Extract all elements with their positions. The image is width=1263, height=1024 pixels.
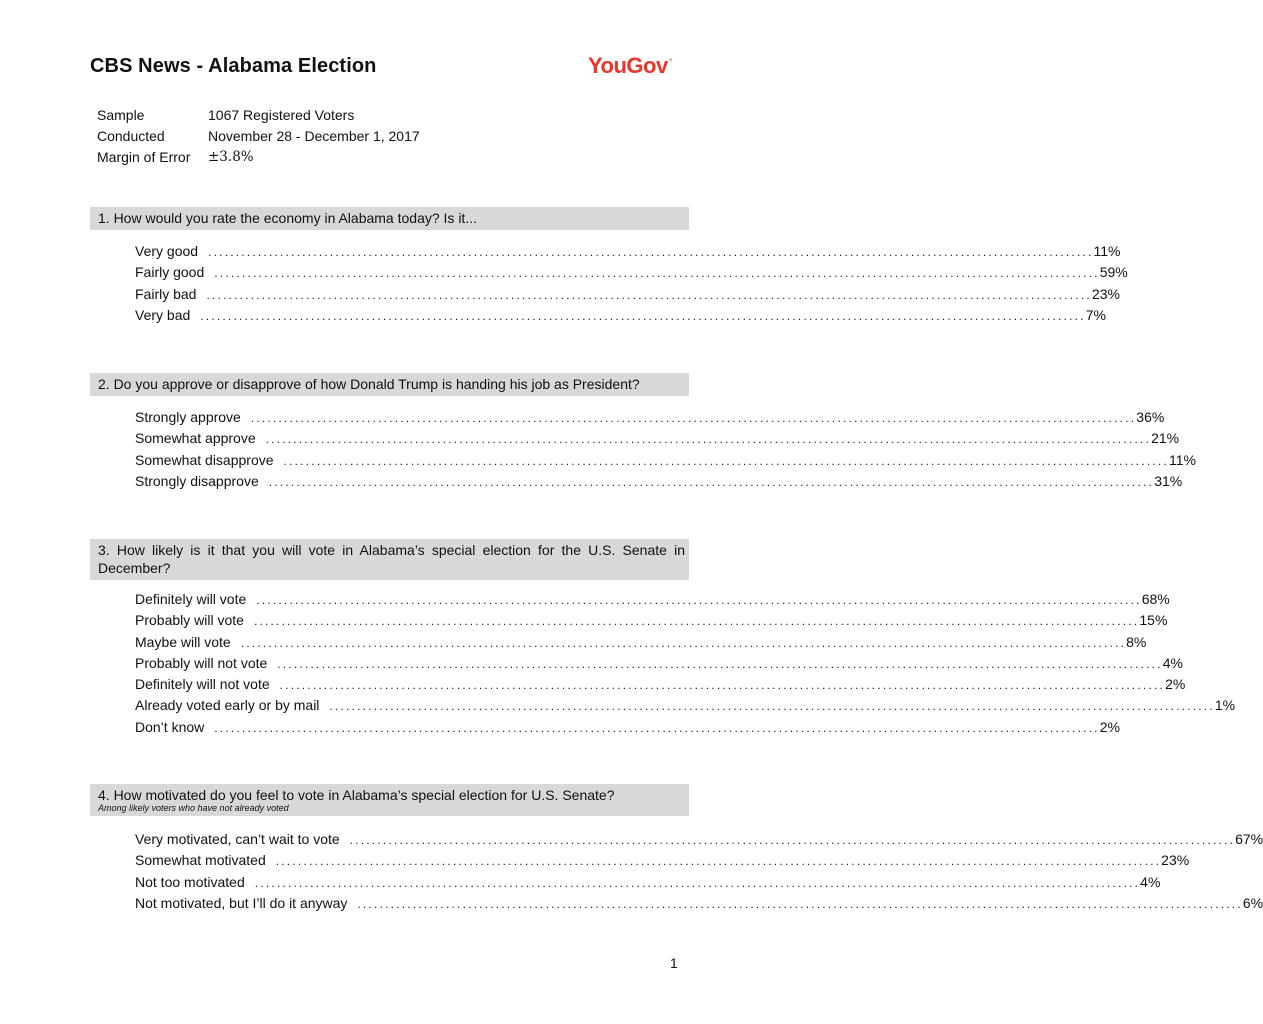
answer-value: 4% [1140,873,1161,890]
question-text: 4. How motivated do you feel to vote in Alabama’s special election for U.S. Senate? [98,787,615,803]
meta-value: 1067 Registered Voters [208,106,355,123]
answer-row [135,633,1147,655]
meta-value: November 28 - December 1, 2017 [208,127,420,144]
dot-leader: ................................................................................................................................................................ [256,593,1142,607]
answer-label: Very good [135,243,199,259]
dot-leader: ................................................................................................................................................................ [250,411,1137,425]
answer-row [135,243,1121,264]
meta-row-conducted [97,125,420,146]
question-3-answers [135,591,1236,740]
answer-label: Probably will not vote [135,654,268,671]
answer-row [135,285,1120,307]
dot-leader: ................................................................................................................................................................ [329,699,1215,714]
answer-label: Not too motivated [135,873,245,890]
survey-meta [97,104,420,167]
question-2-header [90,373,689,396]
document-title: CBS News - Alabama Election [90,55,377,77]
question-4-header [90,784,689,816]
dot-leader: ................................................................................................................................................................ [279,678,1166,693]
answer-label: Probably will vote [135,612,244,629]
dot-leader: ................................................................................................................................................................ [254,875,1141,890]
dot-leader: ................................................................................................................................................................ [283,453,1169,468]
answer-value: 21% [1151,430,1180,447]
dot-leader: ................................................................................................................................................................ [200,308,1086,323]
question-1-header [90,207,689,230]
answer-value: 15% [1139,612,1168,629]
meta-label: Conducted [97,127,165,144]
answer-row [135,591,1170,612]
answer-label: Strongly approve [135,409,241,425]
dot-leader: ................................................................................................................................................................ [277,656,1163,671]
dot-leader: ................................................................................................................................................................ [253,614,1140,629]
dot-leader: ................................................................................................................................................................ [240,635,1127,650]
answer-row [135,894,1263,916]
dot-leader: ................................................................................................................................................................ [275,854,1162,869]
answer-label: Strongly disapprove [135,472,259,489]
answer-label: Already voted early or by mail [135,697,320,714]
answer-label: Fairly good [135,264,205,281]
answer-label: Maybe will vote [135,633,231,650]
dot-leader: ................................................................................................................................................................ [349,833,1236,847]
answer-label: Somewhat approve [135,430,256,447]
answer-label: Definitely will vote [135,591,247,607]
answer-label: Somewhat motivated [135,852,266,869]
dot-leader: ................................................................................................................................................................ [357,896,1243,911]
logo-text: YouGov [588,53,668,78]
yougov-logo [588,53,672,79]
answer-row [135,472,1183,494]
answer-label: Very bad [135,306,191,323]
meta-value: ±3.8% [208,148,254,165]
answer-label: Somewhat disapprove [135,451,274,468]
answer-row [135,852,1190,873]
answer-value: 8% [1126,633,1147,650]
answer-value: 59% [1099,264,1128,281]
answer-row [135,430,1180,451]
answer-value: 4% [1162,654,1183,671]
meta-label: Sample [97,106,145,123]
answer-row [135,697,1236,718]
answer-value: 31% [1154,472,1183,489]
answer-value: 2% [1099,718,1120,735]
dot-leader: ................................................................................................................................................................ [206,287,1092,302]
meta-row-margin-of-error [97,146,420,167]
question-text: 3. How likely is it that you will vote in Alabama’s special election for the U.S. Senate in December? [98,542,685,576]
answer-value: 68% [1141,591,1170,607]
answer-label: Not motivated, but I’ll do it anyway [135,894,348,911]
question-note: Among likely voters who have not already voted [98,803,289,813]
question-3-header [90,539,689,580]
answer-row [135,654,1183,676]
logo-mark-icon: ° [668,56,672,67]
dot-leader: ................................................................................................................................................................ [208,245,1094,259]
answer-value: 7% [1085,306,1106,323]
answer-value: 1% [1214,697,1236,714]
meta-label: Margin of Error [97,148,191,165]
dot-leader: ................................................................................................................................................................ [265,432,1152,447]
meta-row-sample [97,104,420,125]
answer-value: 11% [1093,243,1121,259]
dot-leader: ................................................................................................................................................................ [214,720,1100,735]
answer-row [135,831,1263,852]
answer-value: 6% [1242,894,1263,911]
page-number: 1 [670,955,678,971]
answer-row [135,873,1161,895]
answer-value: 67% [1235,831,1263,847]
answer-label: Definitely will not vote [135,676,270,693]
answer-row [135,409,1165,430]
answer-row [135,676,1186,697]
answer-row [135,306,1106,328]
answer-value: 23% [1161,852,1190,869]
answer-value: 23% [1091,285,1120,302]
answer-row [135,718,1120,740]
dot-leader: ................................................................................................................................................................ [268,474,1155,489]
answer-label: Very motivated, can’t wait to vote [135,831,340,847]
question-4-answers [135,831,1263,916]
answer-value: 36% [1136,409,1165,425]
answer-label: Don’t know [135,718,205,735]
question-text: 1. How would you rate the economy in Alabama today? Is it... [98,210,477,226]
answer-row [135,264,1128,285]
question-1-answers [135,243,1128,328]
answer-value: 2% [1165,676,1186,693]
answer-row [135,451,1196,473]
question-text: 2. Do you approve or disapprove of how Donald Trump is handing his job as President? [98,376,640,392]
dot-leader: ................................................................................................................................................................ [214,266,1100,281]
answer-value: 11% [1168,451,1196,468]
question-2-answers [135,409,1196,494]
answer-row [135,612,1168,633]
answer-label: Fairly bad [135,285,197,302]
